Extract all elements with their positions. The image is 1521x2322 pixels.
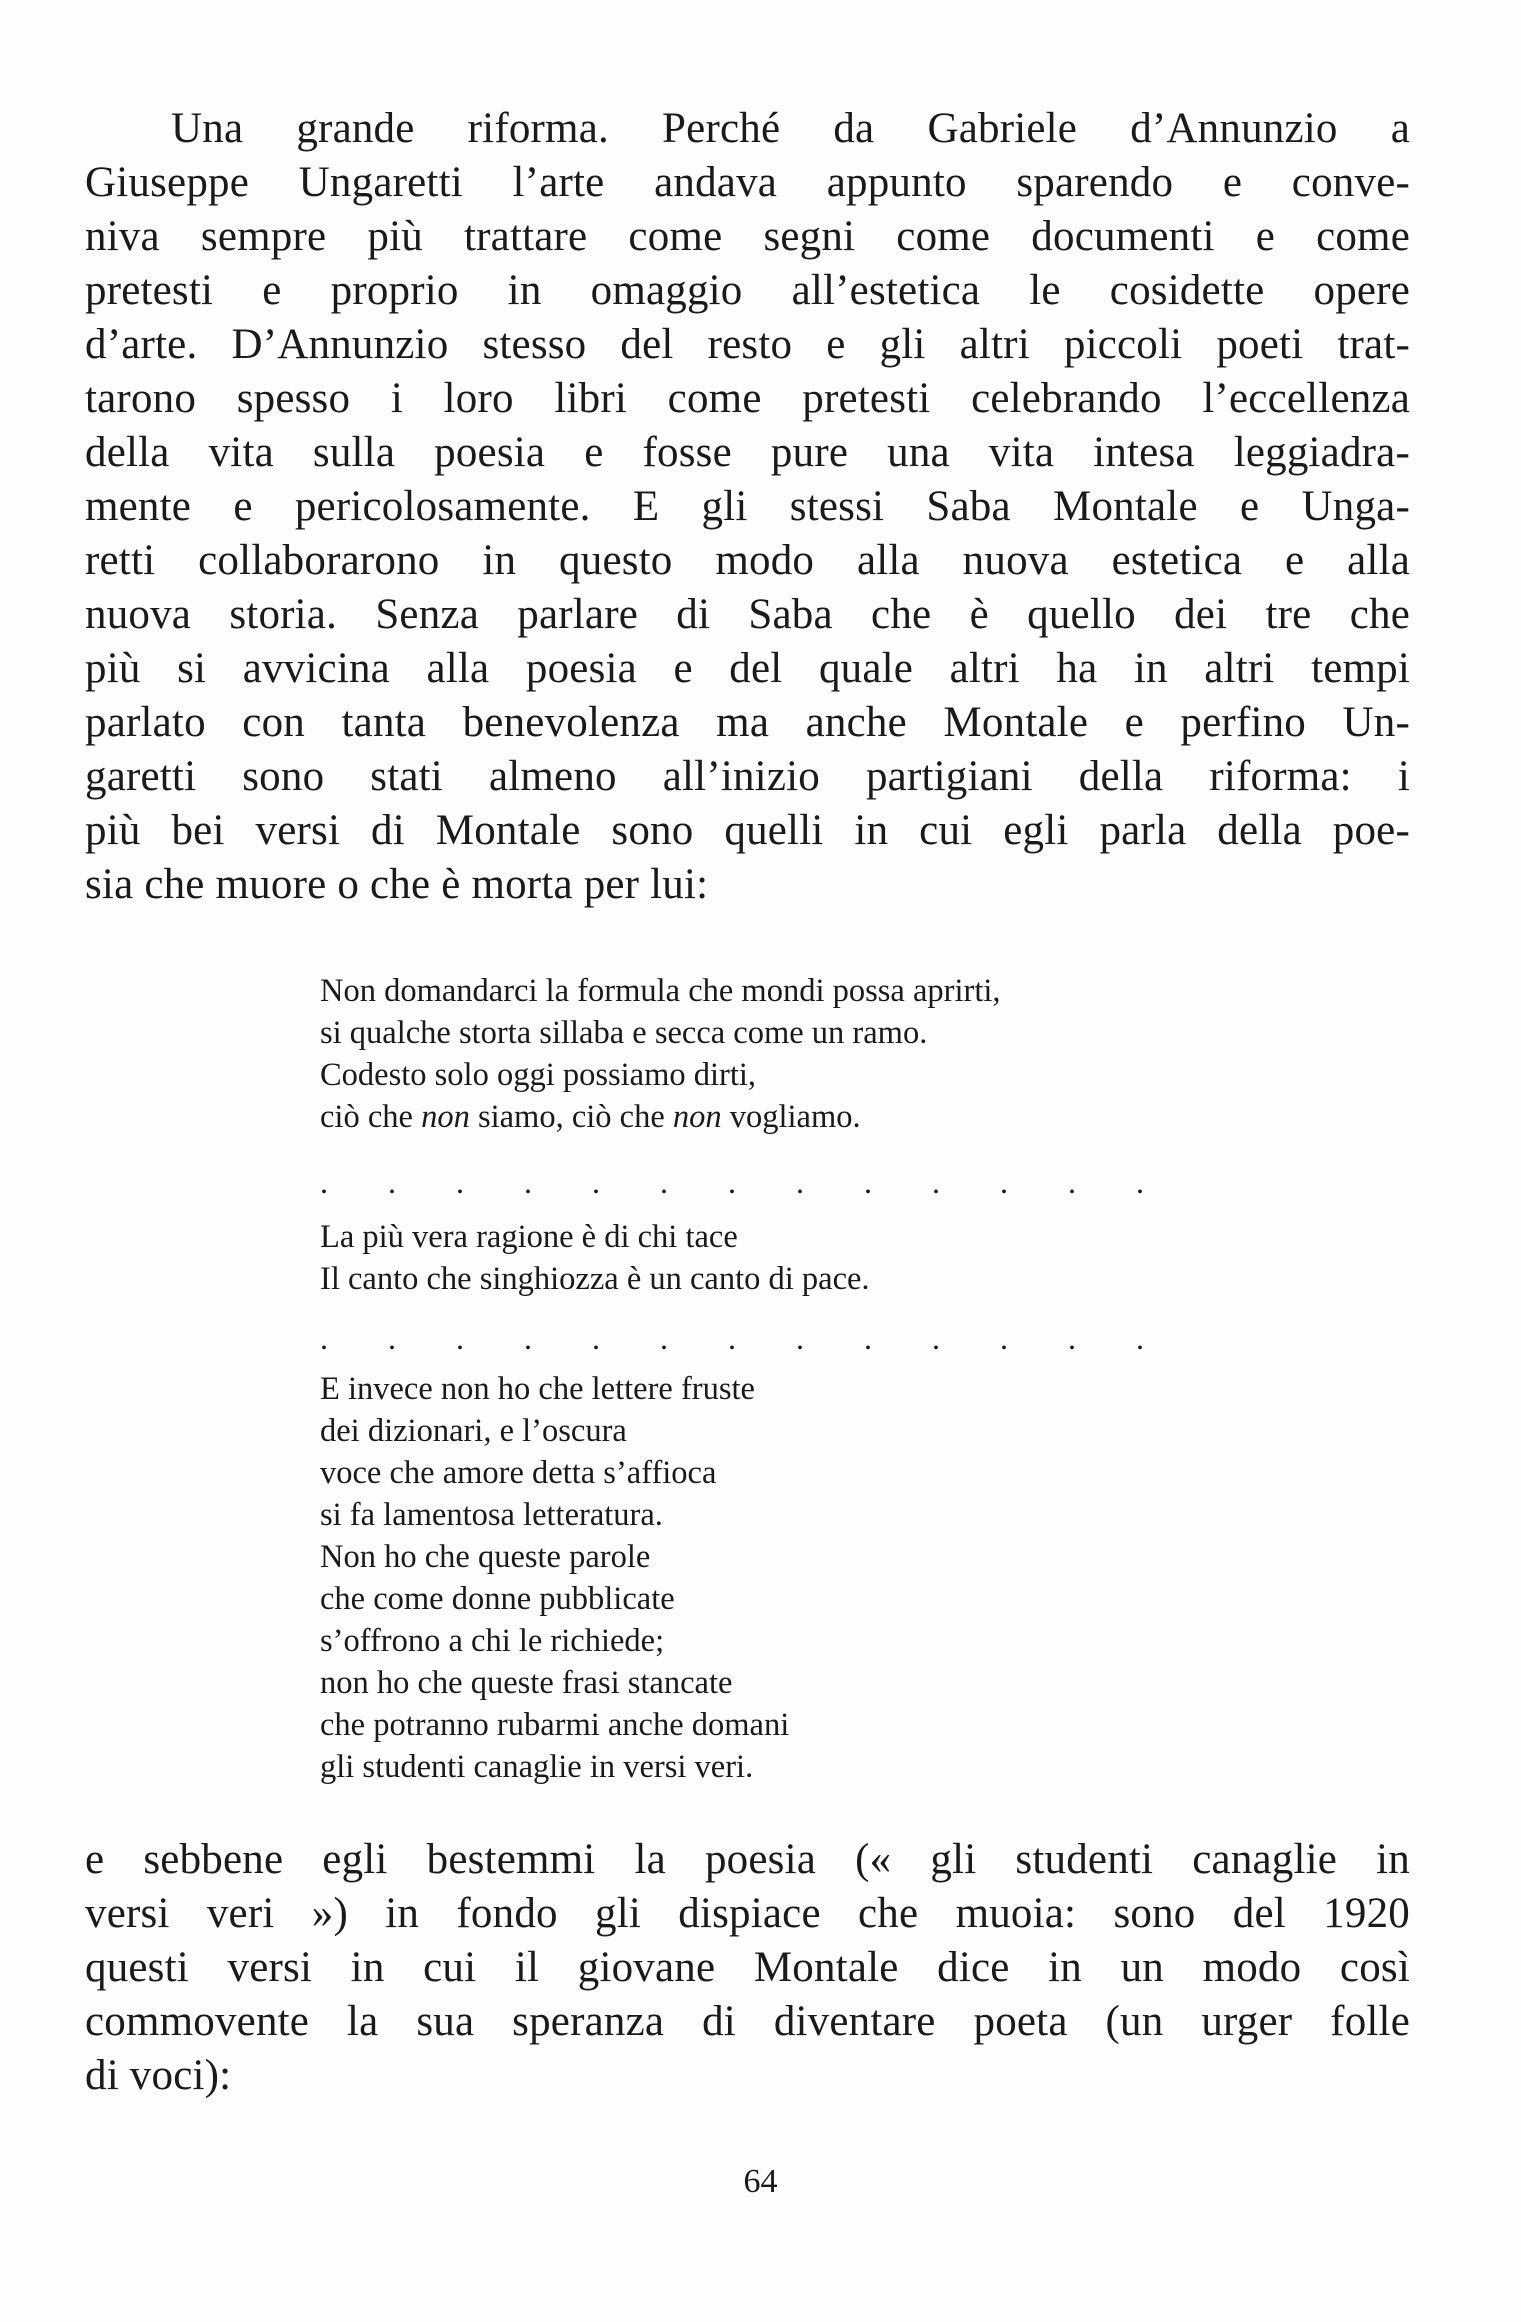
text-line: più bei versi di Montale sono quelli in cui egli parla della poe- bbox=[85, 807, 1410, 854]
verse-italic-word: non bbox=[421, 1099, 470, 1135]
verse-line: che potranno rubarmi anche domani bbox=[320, 1707, 790, 1743]
verse-line: s’offrono a chi le richiede; bbox=[320, 1623, 665, 1659]
text-line: niva sempre più trattare come segni come documenti e come bbox=[85, 213, 1410, 260]
text-line: e sebbene egli bestemmi la poesia (« gli studenti canaglie in bbox=[85, 1836, 1410, 1883]
verse-line: E invece non ho che lettere fruste bbox=[320, 1371, 755, 1407]
verse-segment: ciò che bbox=[320, 1099, 422, 1135]
verse-line: che come donne pubblicate bbox=[320, 1581, 675, 1617]
text-line: Una grande riforma. Perché da Gabriele d’Annunzio a bbox=[171, 105, 1410, 152]
text-line: mente e pericolosamente. E gli stessi Saba Montale e Unga- bbox=[85, 483, 1410, 530]
text-line: sia che muore o che è morta per lui: bbox=[85, 861, 709, 908]
verse-line: Codesto solo oggi possiamo dirti, bbox=[320, 1057, 757, 1093]
page-number: 64 bbox=[743, 2163, 778, 2200]
ellipsis-separator: . . . . . . . . . . . . . bbox=[320, 1320, 1170, 1356]
text-line: pretesti e proprio in omaggio all’estetica le cosidette opere bbox=[85, 267, 1410, 314]
text-line: di voci): bbox=[85, 2052, 232, 2099]
text-line: commovente la sua speranza di diventare poeta (un urger folle bbox=[85, 1998, 1410, 2045]
verse-line: voce che amore detta s’affioca bbox=[320, 1455, 717, 1491]
poem-stanza-1 bbox=[320, 970, 1001, 1138]
verse-line bbox=[320, 1096, 1001, 1138]
text-line: retti collaborarono in questo modo alla nuova estetica e alla bbox=[85, 537, 1410, 584]
text-line: garetti sono stati almeno all’inizio partigiani della riforma: i bbox=[85, 753, 1410, 800]
text-line: più si avvicina alla poesia e del quale altri ha in altri tempi bbox=[85, 645, 1410, 692]
verse-line: si qualche storta sillaba e secca come un ramo. bbox=[320, 1015, 928, 1051]
verse-line: Il canto che singhiozza è un canto di pace. bbox=[320, 1261, 870, 1297]
text-line: della vita sulla poesia e fosse pure una vita intesa leggiadra- bbox=[85, 429, 1410, 476]
verse-line: Non ho che queste parole bbox=[320, 1539, 651, 1575]
paragraph-continuation bbox=[85, 1833, 1410, 2103]
verse-line: La più vera ragione è di chi tace bbox=[320, 1219, 738, 1255]
verse-segment: vogliamo. bbox=[721, 1099, 861, 1135]
ellipsis-separator: . . . . . . . . . . . . . bbox=[320, 1164, 1170, 1200]
paragraph-intro bbox=[85, 102, 1410, 912]
verse-italic-word: non bbox=[672, 1099, 722, 1135]
text-line: versi veri ») in fondo gli dispiace che muoia: sono del 1920 bbox=[85, 1890, 1410, 1937]
text-line: d’arte. D’Annunzio stesso del resto e gli altri piccoli poeti trat- bbox=[85, 321, 1410, 368]
poem-stanza-2 bbox=[320, 1216, 870, 1300]
text-line: questi versi in cui il giovane Montale dice in un modo così bbox=[85, 1944, 1410, 1991]
verse-segment: siamo, ciò che bbox=[469, 1099, 673, 1135]
text-line: parlato con tanta benevolenza ma anche Montale e perfino Un- bbox=[85, 699, 1410, 746]
text-line: Giuseppe Ungaretti l’arte andava appunto sparendo e conve- bbox=[85, 159, 1410, 206]
poem-stanza-3 bbox=[320, 1368, 789, 1788]
verse-line: non ho che queste frasi stancate bbox=[320, 1665, 733, 1701]
text-line: nuova storia. Senza parlare di Saba che è quello dei tre che bbox=[85, 591, 1410, 638]
text-line: tarono spesso i loro libri come pretesti celebrando l’eccellenza bbox=[85, 375, 1410, 422]
verse-line: gli studenti canaglie in versi veri. bbox=[320, 1749, 754, 1785]
verse-line: Non domandarci la formula che mondi possa aprirti, bbox=[320, 973, 1001, 1009]
verse-line: dei dizionari, e l’oscura bbox=[320, 1413, 627, 1449]
verse-line: si fa lamentosa letteratura. bbox=[320, 1497, 663, 1533]
